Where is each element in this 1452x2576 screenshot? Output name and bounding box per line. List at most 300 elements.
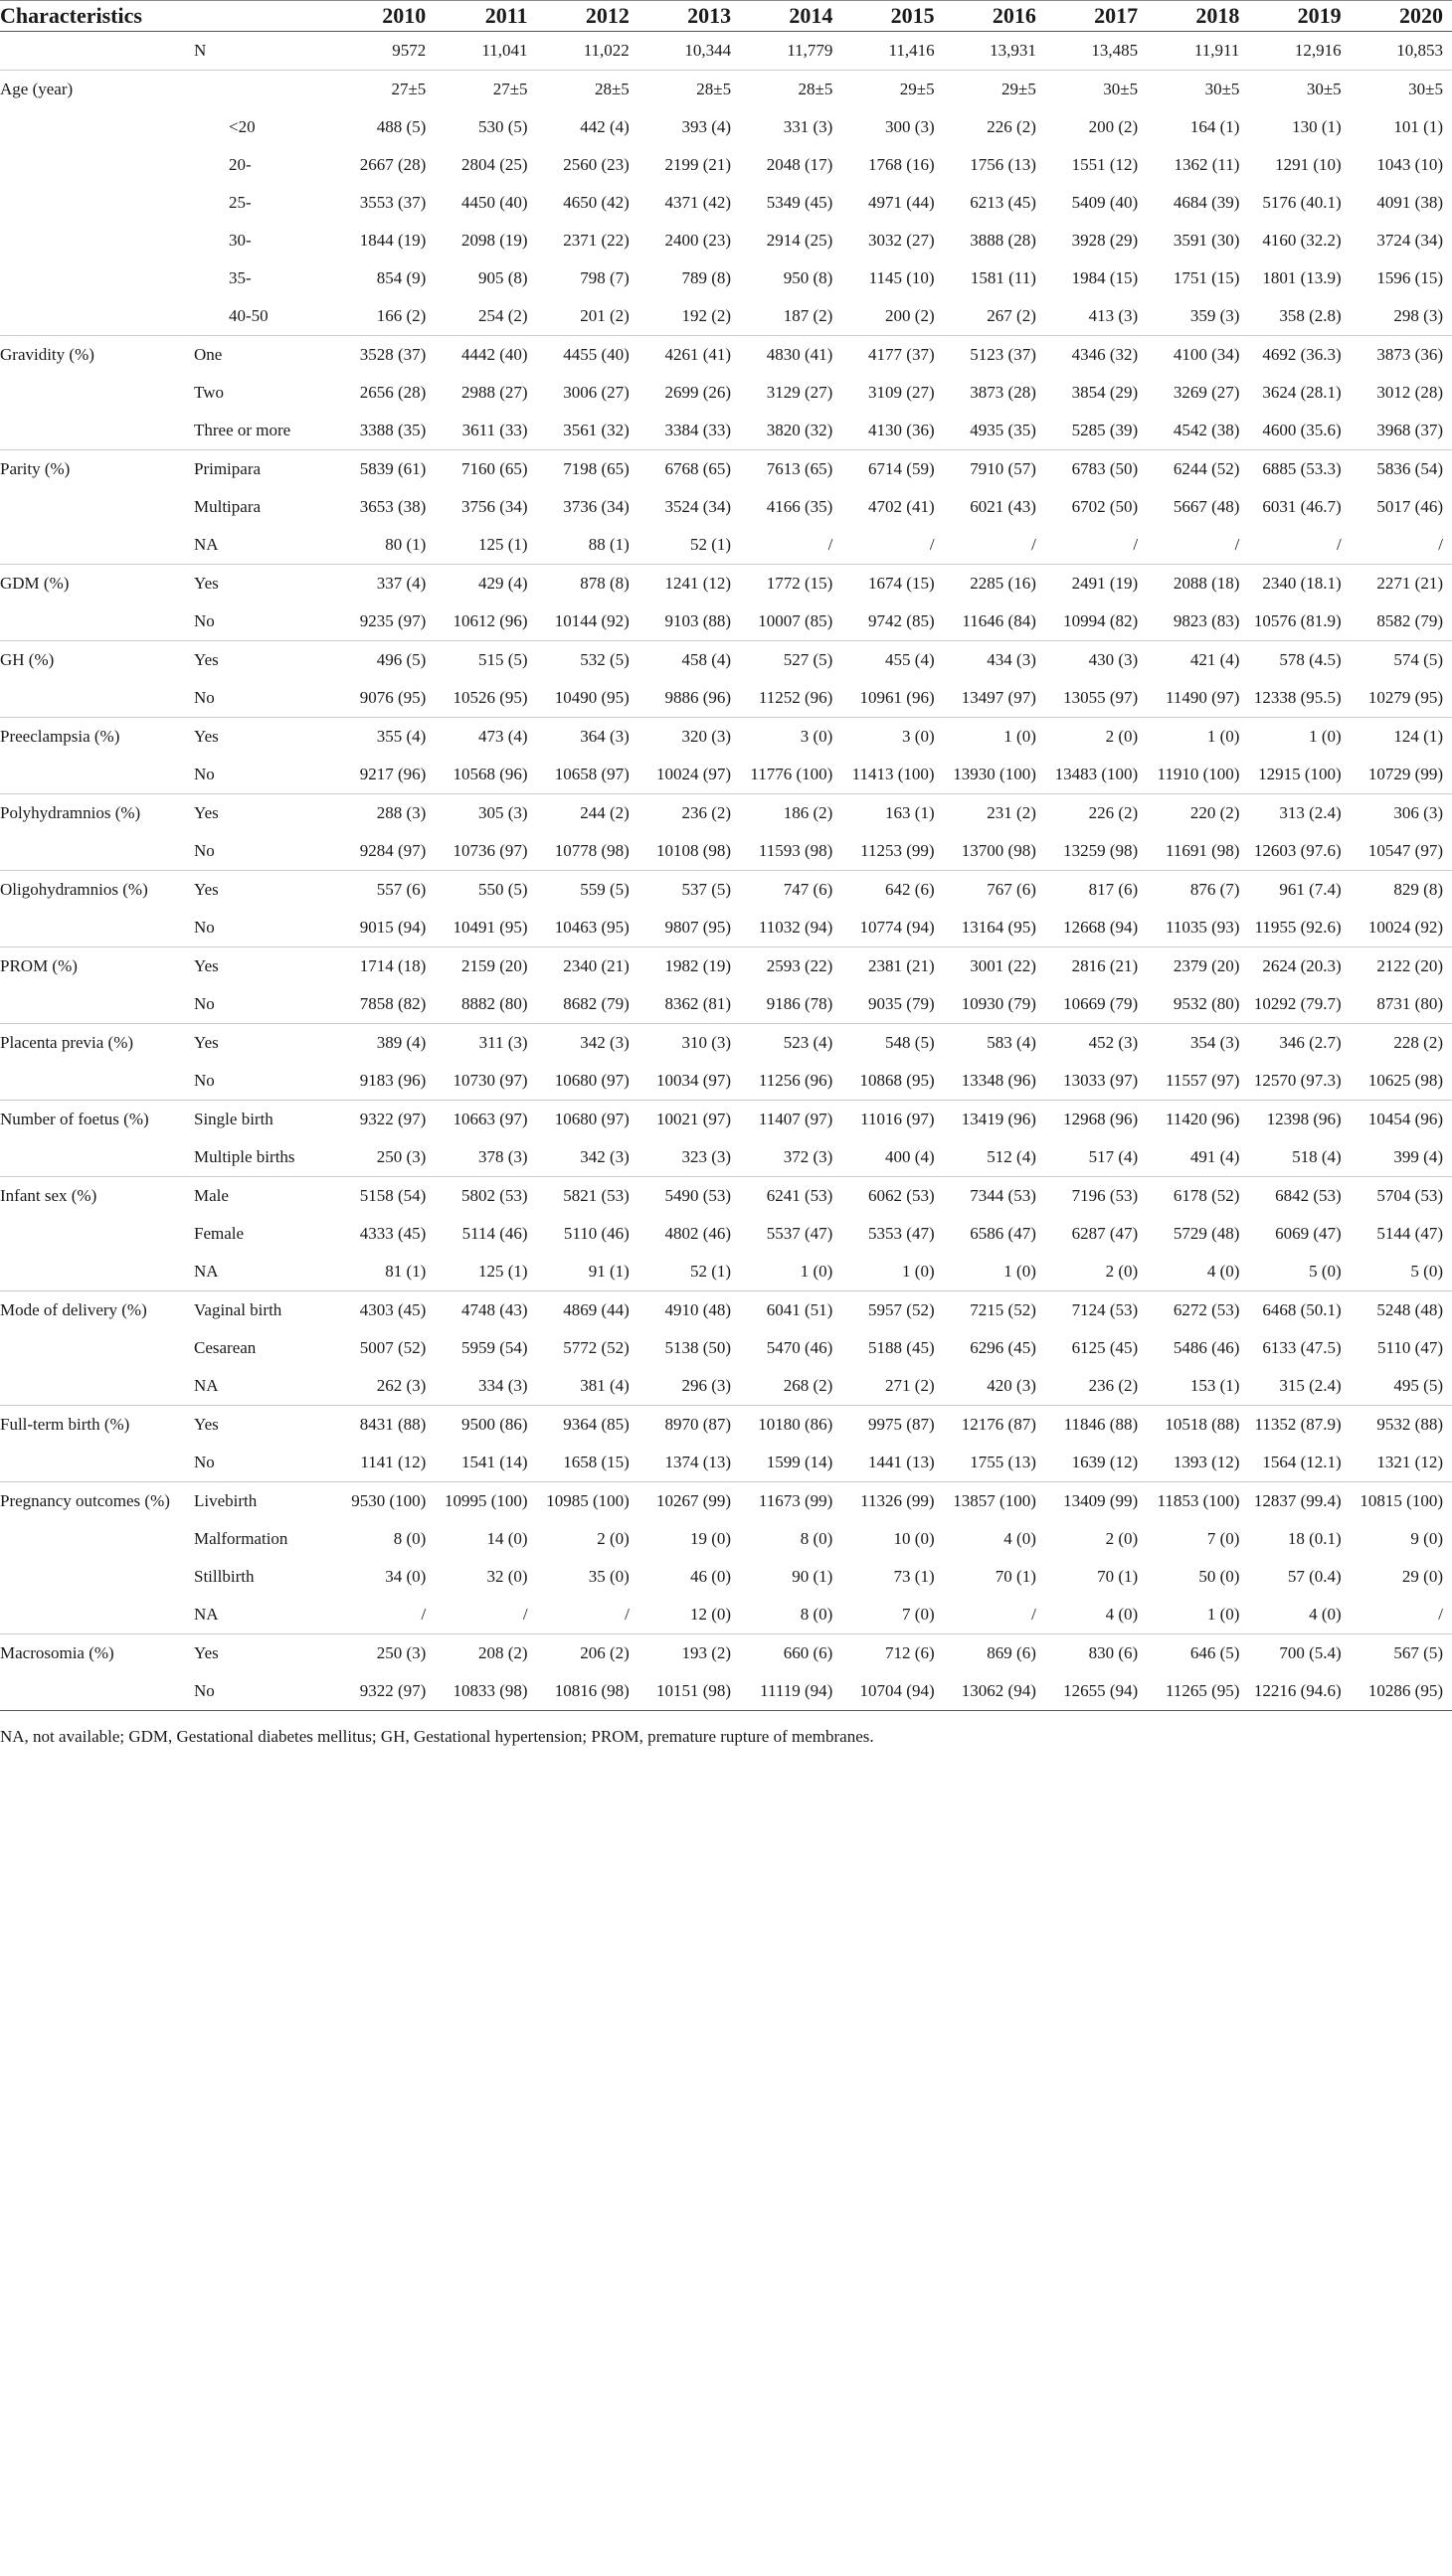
table-cell: 10286 (95) — [1351, 1672, 1452, 1711]
table-cell: 9235 (97) — [359, 611, 427, 630]
table-cell: 2560 (23) — [563, 155, 630, 174]
table-cell: 2 (0) — [1105, 1529, 1139, 1548]
table-cell: 557 (6) — [333, 871, 435, 910]
table-row — [0, 909, 1452, 947]
table-cell: 8731 (80) — [1376, 994, 1443, 1013]
table-cell: 2379 (20) — [1147, 947, 1248, 986]
table-cell: 19 (0) — [690, 1529, 732, 1548]
table-cell: 6768 (65) — [638, 450, 740, 489]
table-cell: 7198 (65) — [537, 450, 638, 489]
table-cell: 6244 (52) — [1147, 450, 1248, 489]
table-cell: 10267 (99) — [638, 1482, 740, 1521]
table-cell: 201 (2) — [580, 306, 630, 325]
table-cell: 6213 (45) — [970, 193, 1036, 212]
table-cell: 829 (8) — [1351, 871, 1452, 910]
table-cell: 372 (3) — [783, 1147, 833, 1166]
table-cell: 5188 (45) — [868, 1338, 935, 1357]
table-cell: 2381 (21) — [841, 947, 943, 986]
table-cell: 13055 (97) — [1063, 688, 1139, 707]
table-cell: 7 (0) — [1206, 1529, 1240, 1548]
table-cell: 153 (1) — [1189, 1376, 1240, 1395]
row-category: Age (year) — [0, 71, 186, 109]
table-cell: 2988 (27) — [460, 383, 528, 402]
table-cell: 9364 (85) — [537, 1406, 638, 1445]
table-cell: 3591 (30) — [1173, 231, 1240, 250]
table-cell: 400 (4) — [885, 1147, 935, 1166]
table-cell: 2159 (20) — [435, 947, 536, 986]
table-cell: 5490 (53) — [638, 1177, 740, 1216]
table-cell: 6714 (59) — [841, 450, 943, 489]
table-cell: / — [522, 1605, 528, 1624]
row-subcategory: 40-50 — [229, 306, 269, 325]
table-cell: 334 (3) — [477, 1376, 528, 1395]
table-cell: 1362 (11) — [1174, 155, 1240, 174]
table-cell: 288 (3) — [333, 794, 435, 833]
row-subcategory: No — [194, 918, 215, 937]
table-cell: 4130 (36) — [868, 421, 935, 439]
table-cell: / — [625, 1605, 630, 1624]
table-cell: 81 (1) — [385, 1262, 427, 1281]
row-subcategory: Yes — [186, 947, 333, 986]
table-cell: 10151 (98) — [638, 1672, 740, 1711]
table-cell: 9035 (79) — [868, 994, 935, 1013]
table-cell: 364 (3) — [537, 718, 638, 757]
table-cell: 4177 (37) — [841, 336, 943, 375]
table-cell: 262 (3) — [376, 1376, 427, 1395]
table-cell: / — [1336, 535, 1342, 554]
row-category — [0, 412, 186, 450]
table-cell: 6272 (53) — [1147, 1291, 1248, 1330]
table-cell: 2122 (20) — [1351, 947, 1452, 986]
table-cell: 1441 (13) — [868, 1453, 935, 1471]
table-cell: 9217 (96) — [359, 765, 427, 783]
table-cell: 11955 (92.6) — [1254, 918, 1342, 937]
table-cell: 4650 (42) — [563, 193, 630, 212]
table-cell: 1564 (12.1) — [1262, 1453, 1342, 1471]
table-cell: 1321 (12) — [1376, 1453, 1443, 1471]
row-subcategory: Livebirth — [186, 1482, 333, 1521]
table-cell: 9823 (83) — [1173, 611, 1240, 630]
row-subcategory: Vaginal birth — [186, 1291, 333, 1330]
table-cell: 4442 (40) — [435, 336, 536, 375]
table-cell: 4935 (35) — [970, 421, 1036, 439]
table-cell: 91 (1) — [588, 1262, 630, 1281]
table-cell: 491 (4) — [1189, 1147, 1240, 1166]
table-cell: 3032 (27) — [868, 231, 935, 250]
table-cell: 10680 (97) — [554, 1071, 630, 1090]
table-cell: 11407 (97) — [740, 1101, 841, 1139]
header-year: 2017 — [1045, 1, 1147, 32]
table-cell: 6241 (53) — [740, 1177, 841, 1216]
table-cell: 13483 (100) — [1054, 765, 1139, 783]
row-subcategory: 30- — [229, 231, 252, 250]
row-subcategory: Yes — [186, 565, 333, 603]
table-cell: 11910 (100) — [1157, 765, 1240, 783]
table-cell: 250 (3) — [333, 1634, 435, 1673]
table-cell: 12 (0) — [690, 1605, 732, 1624]
table-cell: 1844 (19) — [359, 231, 427, 250]
table-cell: 1551 (12) — [1071, 155, 1139, 174]
table-cell: 1581 (11) — [970, 268, 1036, 287]
table-cell: 5486 (46) — [1173, 1338, 1240, 1357]
table-cell: 6586 (47) — [970, 1224, 1036, 1243]
table-cell: 163 (1) — [841, 794, 943, 833]
table-cell: 5007 (52) — [359, 1338, 427, 1357]
table-row — [0, 374, 1452, 412]
row-subcategory: Multiple births — [194, 1147, 295, 1166]
table-cell: 5144 (47) — [1376, 1224, 1443, 1243]
table-cell: 3724 (34) — [1376, 231, 1443, 250]
table-cell: / — [929, 535, 935, 554]
row-subcategory: Male — [186, 1177, 333, 1216]
table-cell: 2285 (16) — [944, 565, 1045, 603]
row-category — [0, 756, 186, 794]
row-category — [0, 1367, 186, 1406]
table-cell: 90 (1) — [792, 1567, 833, 1586]
table-cell: 11846 (88) — [1045, 1406, 1147, 1445]
table-cell: 5772 (52) — [563, 1338, 630, 1357]
table-cell: 4333 (45) — [359, 1224, 427, 1243]
table-cell: 10576 (81.9) — [1253, 611, 1342, 630]
row-category: Gravidity (%) — [0, 336, 186, 375]
table-cell: 298 (3) — [1393, 306, 1443, 325]
table-cell: 11252 (96) — [758, 688, 833, 707]
table-cell: 381 (4) — [580, 1376, 630, 1395]
table-cell: 12338 (95.5) — [1253, 688, 1342, 707]
table-cell: 3756 (34) — [460, 497, 528, 516]
table-cell: 10815 (100) — [1351, 1482, 1452, 1521]
table-cell: 236 (2) — [1088, 1376, 1139, 1395]
table-cell: 3624 (28.1) — [1262, 383, 1342, 402]
table-cell: 6133 (47.5) — [1262, 1338, 1342, 1357]
table-footnote: NA, not available; GDM, Gestational diabetes mellitus; GH, Gestational hypertension; PROM, premature rupture of membranes. — [0, 1727, 874, 1746]
table-row — [0, 297, 1452, 336]
table-cell: 10,344 — [684, 41, 732, 60]
table-cell: 523 (4) — [740, 1024, 841, 1063]
table-cell: 2 (0) — [1045, 718, 1147, 757]
table-cell: 10 (0) — [893, 1529, 935, 1548]
table-cell: 7613 (65) — [740, 450, 841, 489]
table-cell: 130 (1) — [1292, 117, 1342, 136]
table-cell: 5802 (53) — [435, 1177, 536, 1216]
table-cell: 517 (4) — [1088, 1147, 1139, 1166]
table-cell: 13930 (100) — [953, 765, 1036, 783]
table-cell: 430 (3) — [1045, 641, 1147, 680]
table-cell: 220 (2) — [1147, 794, 1248, 833]
table-cell: 9532 (88) — [1351, 1406, 1452, 1445]
row-category — [0, 832, 186, 871]
header-year: 2019 — [1248, 1, 1350, 32]
row-category: Pregnancy outcomes (%) — [0, 1482, 186, 1521]
table-cell: 3553 (37) — [359, 193, 427, 212]
header-year: 2020 — [1351, 1, 1452, 32]
table-cell: 3384 (33) — [664, 421, 732, 439]
table-cell: 6296 (45) — [970, 1338, 1036, 1357]
table-cell: 30±5 — [1045, 71, 1147, 109]
table-row — [0, 1177, 1452, 1216]
table-cell: 10995 (100) — [435, 1482, 536, 1521]
row-subcategory: Malformation — [194, 1529, 288, 1548]
table-cell: 9572 — [392, 41, 427, 60]
table-cell: 6842 (53) — [1248, 1177, 1350, 1216]
table-cell: 532 (5) — [537, 641, 638, 680]
table-cell: 4600 (35.6) — [1262, 421, 1342, 439]
table-cell: 4455 (40) — [537, 336, 638, 375]
table-cell: 27±5 — [435, 71, 536, 109]
table-cell: 9103 (88) — [664, 611, 732, 630]
table-cell: 30±5 — [1248, 71, 1350, 109]
table-cell: 244 (2) — [537, 794, 638, 833]
table-cell: 5248 (48) — [1351, 1291, 1452, 1330]
table-cell: 11016 (97) — [841, 1101, 943, 1139]
row-subcategory: Multipara — [194, 497, 262, 516]
table-cell: 3269 (27) — [1173, 383, 1240, 402]
row-subcategory: Yes — [186, 1634, 333, 1673]
table-cell: 660 (6) — [740, 1634, 841, 1673]
table-cell: 11352 (87.9) — [1248, 1406, 1350, 1445]
table-cell: 11490 (97) — [1165, 688, 1240, 707]
table-cell: 3 (0) — [841, 718, 943, 757]
table-cell: 5123 (37) — [944, 336, 1045, 375]
table-cell: 12668 (94) — [1063, 918, 1139, 937]
table-cell: 4702 (41) — [868, 497, 935, 516]
table-cell: 28±5 — [537, 71, 638, 109]
table-cell: 13857 (100) — [944, 1482, 1045, 1521]
table-cell: 5729 (48) — [1173, 1224, 1240, 1243]
table-cell: 267 (2) — [987, 306, 1036, 325]
table-row — [0, 146, 1452, 184]
table-cell: 5158 (54) — [333, 1177, 435, 1216]
table-cell: 12176 (87) — [944, 1406, 1045, 1445]
table-cell: 1772 (15) — [740, 565, 841, 603]
table-cell: 206 (2) — [537, 1634, 638, 1673]
table-cell: 642 (6) — [841, 871, 943, 910]
table-cell: 2 (0) — [597, 1529, 630, 1548]
table-cell: 3820 (32) — [766, 421, 833, 439]
table-cell: 12603 (97.6) — [1253, 841, 1342, 860]
table-cell: 1 (0) — [1206, 1605, 1240, 1624]
table-cell: 10454 (96) — [1351, 1101, 1452, 1139]
table-cell: 442 (4) — [580, 117, 630, 136]
table-cell: 226 (2) — [1045, 794, 1147, 833]
table-cell: 6468 (50.1) — [1248, 1291, 1350, 1330]
table-cell: 27±5 — [333, 71, 435, 109]
table-cell: 11326 (99) — [841, 1482, 943, 1521]
table-row — [0, 336, 1452, 375]
table-row — [0, 1482, 1452, 1521]
table-cell: 9322 (97) — [333, 1101, 435, 1139]
row-category — [0, 32, 186, 71]
table-cell: 228 (2) — [1351, 1024, 1452, 1063]
table-cell: 2098 (19) — [460, 231, 528, 250]
table-row — [0, 412, 1452, 450]
table-cell: 798 (7) — [580, 268, 630, 287]
table-cell: 537 (5) — [638, 871, 740, 910]
table-cell: 389 (4) — [333, 1024, 435, 1063]
table-cell: 5 (0) — [1410, 1262, 1443, 1281]
table-cell: 10816 (98) — [537, 1672, 638, 1711]
table-cell: 355 (4) — [333, 718, 435, 757]
row-subcategory: No — [194, 994, 215, 1013]
table-cell: 530 (5) — [477, 117, 528, 136]
table-cell: 1596 (15) — [1376, 268, 1443, 287]
table-cell: 12570 (97.3) — [1253, 1071, 1342, 1090]
table-cell: 1801 (13.9) — [1262, 268, 1342, 287]
table-cell: 101 (1) — [1393, 117, 1443, 136]
table-cell: 9530 (100) — [333, 1482, 435, 1521]
table-cell: / — [1031, 535, 1036, 554]
row-category: Full-term birth (%) — [0, 1406, 186, 1445]
table-cell: 1982 (19) — [638, 947, 740, 986]
table-cell: 8362 (81) — [664, 994, 732, 1013]
table-cell: 1393 (12) — [1173, 1453, 1240, 1471]
table-cell: 310 (3) — [638, 1024, 740, 1063]
table-cell: 30±5 — [1351, 71, 1452, 109]
row-subcategory: Female — [194, 1224, 245, 1243]
table-cell: 393 (4) — [681, 117, 732, 136]
table-cell: 488 (5) — [376, 117, 427, 136]
row-subcategory: <20 — [229, 117, 256, 136]
table-cell: 11413 (100) — [851, 765, 935, 783]
table-row — [0, 1215, 1452, 1253]
table-cell: 1145 (10) — [868, 268, 935, 287]
table-row — [0, 1291, 1452, 1330]
table-cell: 6125 (45) — [1071, 1338, 1139, 1357]
table-cell: 13,485 — [1091, 41, 1139, 60]
table-cell: 5017 (46) — [1376, 497, 1443, 516]
table-row — [0, 947, 1452, 986]
table-cell: 5285 (39) — [1071, 421, 1139, 439]
table-cell: 28±5 — [740, 71, 841, 109]
row-subcategory: Two — [194, 383, 224, 402]
table-cell: / — [1438, 1605, 1443, 1624]
table-cell: 10736 (97) — [453, 841, 528, 860]
table-cell: 12837 (99.4) — [1248, 1482, 1350, 1521]
table-cell: 413 (3) — [1088, 306, 1139, 325]
table-cell: 961 (7.4) — [1248, 871, 1350, 910]
table-row — [0, 602, 1452, 641]
table-cell: 3968 (37) — [1376, 421, 1443, 439]
table-cell: 905 (8) — [477, 268, 528, 287]
table-cell: 9886 (96) — [664, 688, 732, 707]
table-cell: 2804 (25) — [460, 155, 528, 174]
table-cell: 13259 (98) — [1063, 841, 1139, 860]
header-year: 2011 — [435, 1, 536, 32]
table-cell: 5349 (45) — [766, 193, 833, 212]
table-cell: 12915 (100) — [1258, 765, 1342, 783]
table-cell: 5704 (53) — [1351, 1177, 1452, 1216]
table-cell: 4160 (32.2) — [1262, 231, 1342, 250]
table-cell: 429 (4) — [435, 565, 536, 603]
table-cell: 6287 (47) — [1071, 1224, 1139, 1243]
table-cell: 12655 (94) — [1045, 1672, 1147, 1711]
table-cell: 300 (3) — [885, 117, 935, 136]
header-year: 2012 — [537, 1, 638, 32]
table-cell: 3109 (27) — [868, 383, 935, 402]
table-cell: 4542 (38) — [1173, 421, 1240, 439]
table-cell: 11265 (95) — [1147, 1672, 1248, 1711]
table-cell: 192 (2) — [681, 306, 732, 325]
table-cell: 1599 (14) — [766, 1453, 833, 1471]
table-cell: 11253 (99) — [860, 841, 935, 860]
table-cell: 4802 (46) — [664, 1224, 732, 1243]
table-row — [0, 1634, 1452, 1673]
table-cell: 8 (0) — [393, 1529, 427, 1548]
table-cell: 3001 (22) — [944, 947, 1045, 986]
table-cell: 3873 (36) — [1351, 336, 1452, 375]
table-cell: 2914 (25) — [766, 231, 833, 250]
table-cell: 817 (6) — [1045, 871, 1147, 910]
row-subcategory: Cesarean — [194, 1338, 257, 1357]
row-subcategory: No — [194, 765, 215, 783]
table-cell: 1043 (10) — [1376, 155, 1443, 174]
table-cell: 10774 (94) — [859, 918, 935, 937]
table-cell: 1658 (15) — [563, 1453, 630, 1471]
table-cell: 578 (4.5) — [1248, 641, 1350, 680]
table-cell: 9322 (97) — [333, 1672, 435, 1711]
table-row — [0, 1558, 1452, 1596]
table-cell: 1768 (16) — [868, 155, 935, 174]
row-subcategory: Yes — [186, 641, 333, 680]
row-category: GDM (%) — [0, 565, 186, 603]
table-cell: 378 (3) — [477, 1147, 528, 1166]
table-cell: 550 (5) — [435, 871, 536, 910]
table-cell: 9284 (97) — [359, 841, 427, 860]
table-cell: 10612 (96) — [453, 611, 528, 630]
table-cell: / — [1031, 1605, 1036, 1624]
row-category — [0, 1596, 186, 1634]
table-cell: 5839 (61) — [333, 450, 435, 489]
table-cell: 3854 (29) — [1071, 383, 1139, 402]
table-cell: 346 (2.7) — [1248, 1024, 1350, 1063]
row-subcategory: Yes — [186, 1024, 333, 1063]
table-cell: 226 (2) — [987, 117, 1036, 136]
row-subcategory: Single birth — [186, 1101, 333, 1139]
table-cell: 6702 (50) — [1071, 497, 1139, 516]
table-cell: 2667 (28) — [359, 155, 427, 174]
row-subcategory: No — [194, 611, 215, 630]
table-row — [0, 679, 1452, 718]
table-cell: 2371 (22) — [563, 231, 630, 250]
table-cell: 46 (0) — [690, 1567, 732, 1586]
row-subcategory: No — [186, 1672, 333, 1711]
table-cell: 30±5 — [1147, 71, 1248, 109]
table-cell: 455 (4) — [841, 641, 943, 680]
table-cell: 3524 (34) — [664, 497, 732, 516]
table-cell: 236 (2) — [638, 794, 740, 833]
table-cell: 3006 (27) — [563, 383, 630, 402]
table-cell: 2048 (17) — [766, 155, 833, 174]
table-cell: 2624 (20.3) — [1248, 947, 1350, 986]
table-cell: 10930 (79) — [961, 994, 1036, 1013]
table-cell: 5959 (54) — [460, 1338, 528, 1357]
table-cell: 164 (1) — [1189, 117, 1240, 136]
table-cell: 10778 (98) — [554, 841, 630, 860]
table-cell: 10491 (95) — [453, 918, 528, 937]
table-cell: 7858 (82) — [359, 994, 427, 1013]
table-cell: 10007 (85) — [758, 611, 833, 630]
table-cell: 4971 (44) — [868, 193, 935, 212]
table-cell: 125 (1) — [477, 535, 528, 554]
header-year: 2010 — [333, 1, 435, 32]
table-cell: 9532 (80) — [1173, 994, 1240, 1013]
table-cell: 10669 (79) — [1063, 994, 1139, 1013]
table-cell: 9500 (86) — [435, 1406, 536, 1445]
table-cell: 13348 (96) — [961, 1071, 1036, 1090]
table-cell: 1984 (15) — [1071, 268, 1139, 287]
table-cell: / — [1234, 535, 1240, 554]
table-cell: 5821 (53) — [537, 1177, 638, 1216]
